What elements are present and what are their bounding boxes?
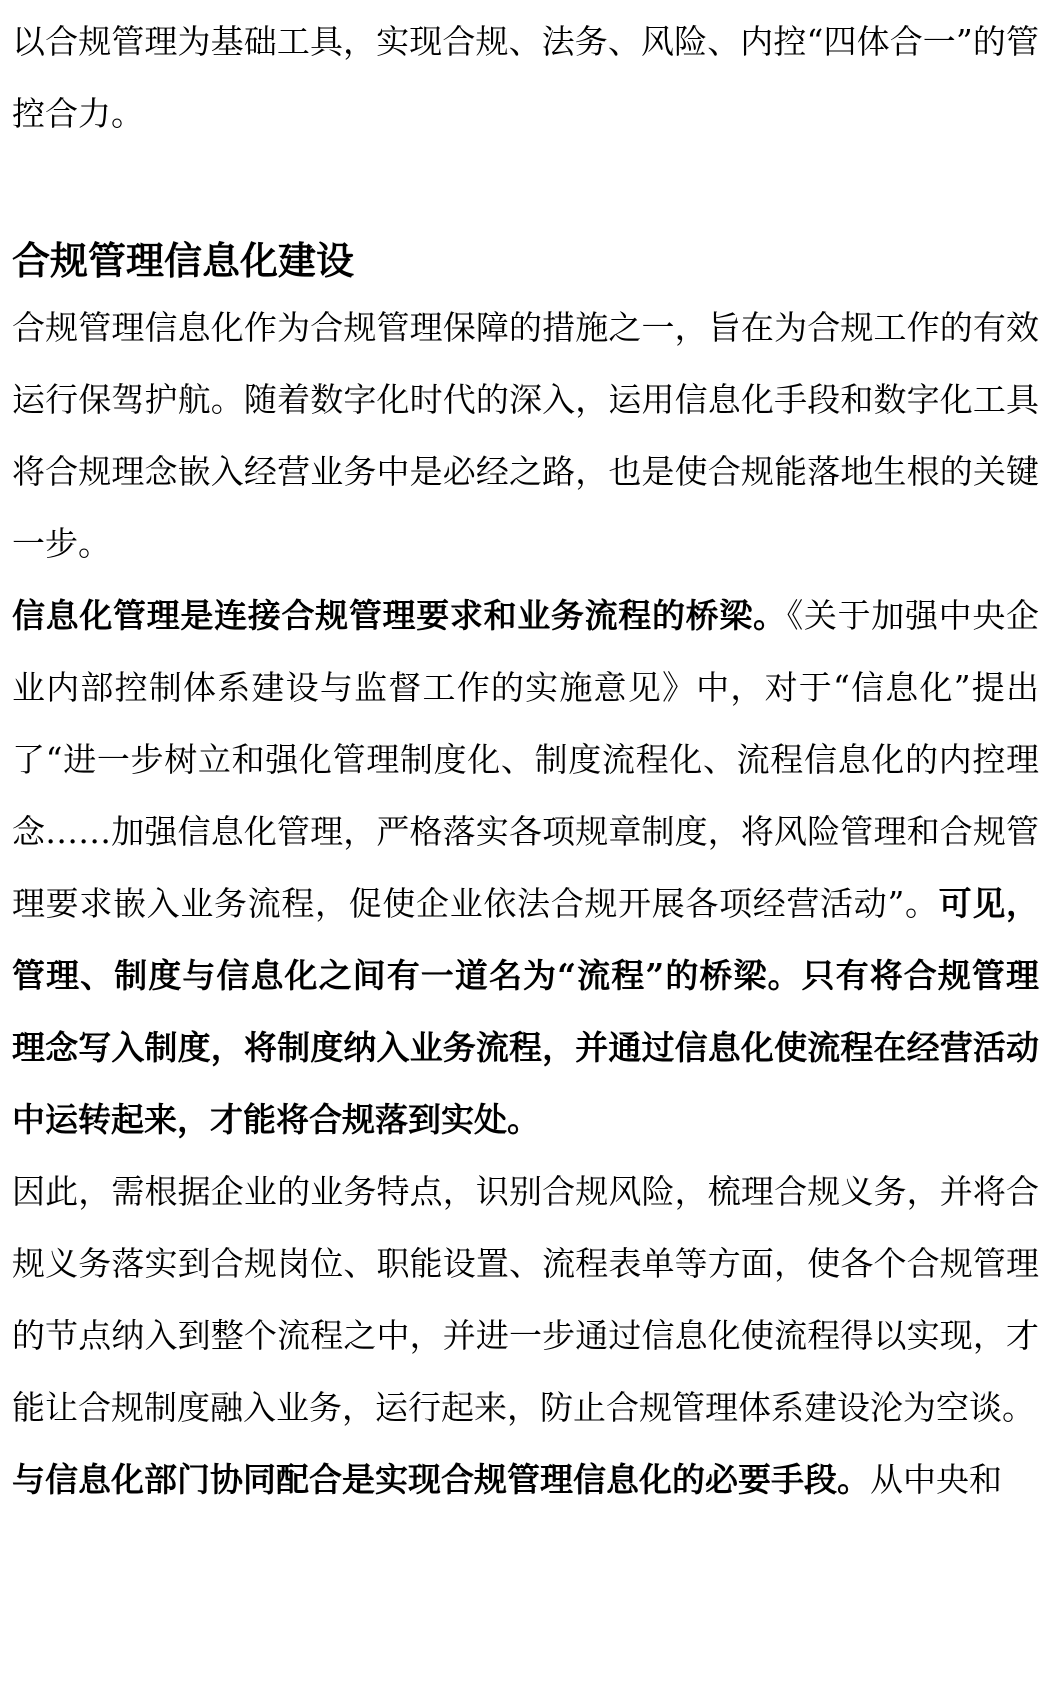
paragraph-spacer — [12, 150, 1039, 222]
paragraph-4 — [12, 1444, 1039, 1516]
paragraph-1: 合规管理信息化作为合规管理保障的措施之一，旨在为合规工作的有效运行保驾护航。随着数字化时代的深入，运用信息化手段和数字化工具将合规理念嵌入经营业务中是必经之路，也是使合规能落地生根的关键一步。 — [12, 308, 1039, 563]
paragraph-2 — [12, 580, 1039, 1156]
paragraph-4-body: 从中央和 — [870, 1460, 1002, 1499]
paragraph-2-body: 《关于加强中央企业内部控制体系建设与监督工作的实施意见》中，对于“信息化”提出了“进一步树立和强化管理制度化、制度流程化、流程信息化的内控理念……加强信息化管理，严格落实各项规章制度，将风险管理和合规管理要求嵌入业务流程，促使企业依法合规开展各项经营活动”。 — [12, 596, 1040, 923]
paragraph-2-emphasis: 可见，管理、制度与信息化之间有一道名为“流程”的桥梁。只有将合规管理理念写入制度，将制度纳入业务流程，并通过信息化使流程在经营活动中运转起来，才能将合规落到实处。 — [12, 884, 1039, 1139]
paragraph-4-lead: 与信息化部门协同配合是实现合规管理信息化的必要手段。 — [12, 1460, 870, 1499]
paragraph-2-lead: 信息化管理是连接合规管理要求和业务流程的桥梁。 — [12, 596, 787, 635]
section-heading: 合规管理信息化建设 — [12, 239, 355, 283]
intro-paragraph: 以合规管理为基础工具，实现合规、法务、风险、内控“四体合一”的管控合力。 — [12, 22, 1039, 133]
paragraph-3: 因此，需根据企业的业务特点，识别合规风险，梳理合规义务，并将合规义务落实到合规岗位、职能设置、流程表单等方面，使各个合规管理的节点纳入到整个流程之中，并进一步通过信息化使流程得以实现，才能让合规制度融入业务，运行起来，防止合规管理体系建设沦为空谈。 — [12, 1172, 1039, 1427]
